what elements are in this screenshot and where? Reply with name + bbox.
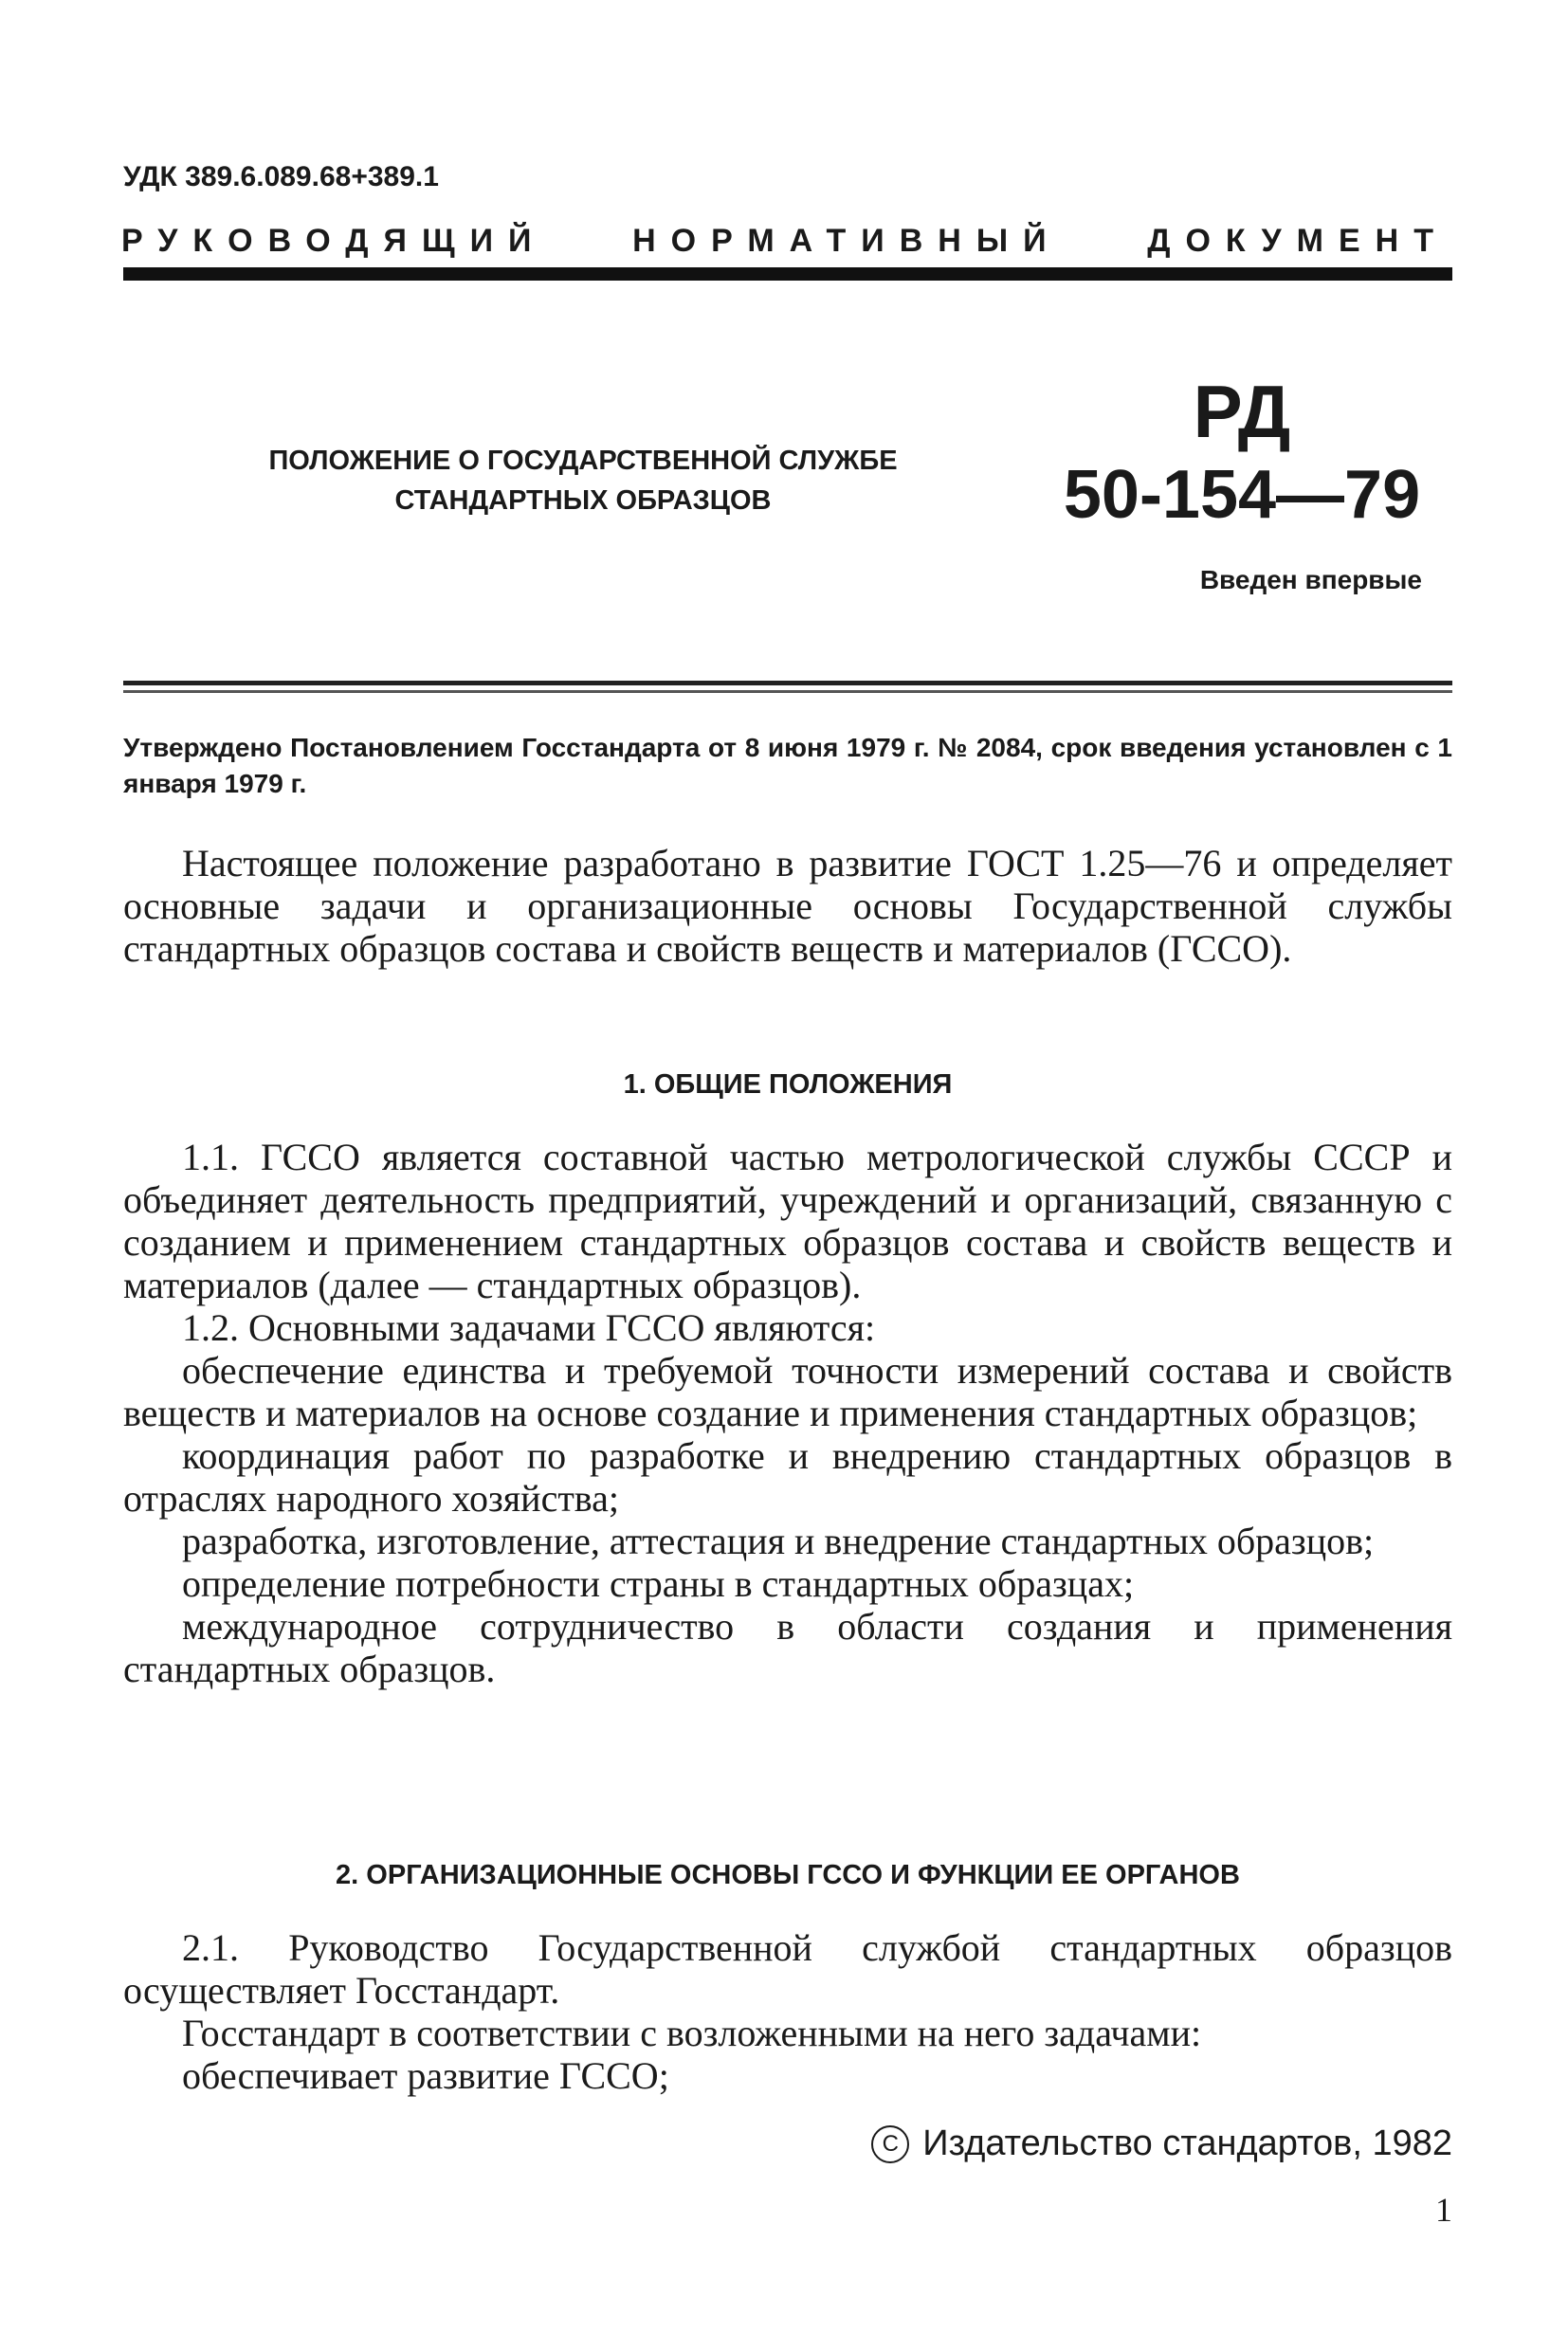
section-2-paragraph: обеспечивает развитие ГССО; — [182, 2054, 669, 2097]
udk-code: УДК 389.6.089.68+389.1 — [123, 161, 439, 192]
section-1-paragraph: 1.1. ГССО является составной частью метрологической службы СССР и объединяет деятельность предприятий, учреждений и организаций, связанную с созданием и применением стандартных образцов состава и свойств веществ и материалов (далее — стандартных образцов). — [123, 1136, 1452, 1306]
document-title-line-2: СТАНДАРТНЫХ ОБРАЗЦОВ — [394, 485, 772, 516]
document-title-line-1: ПОЛОЖЕНИЕ О ГОСУДАРСТВЕННОЙ СЛУЖБЕ — [268, 446, 898, 476]
series-heading — [121, 223, 1449, 260]
section-1-body — [123, 1136, 1452, 1690]
document-code — [1052, 370, 1431, 537]
series-word-1: РУКОВОДЯЩИЙ — [121, 223, 547, 259]
publisher-name: Издательство стандартов, 1982 — [922, 2123, 1452, 2163]
divider-rule-top — [123, 681, 1452, 685]
document-code-prefix: РД — [1193, 370, 1291, 453]
section-1-paragraph: международное сотрудничество в области создания и применения стандартных образцов. — [123, 1605, 1452, 1690]
document-title — [190, 441, 976, 520]
approval-note: Утверждено Постановлением Госстандарта от 8 июня 1979 г. № 2084, срок введения установлен с 1 января 1979 г. — [123, 733, 1452, 798]
series-word-2: НОРМАТИВНЫЙ — [632, 223, 1062, 259]
intro-paragraph: Настоящее положение разработано в развитие ГОСТ 1.25—76 и определяет основные задачи и организационные основы Государственной службы стандартных образцов состава и свойств веществ и материалов (ГССО). — [123, 842, 1452, 970]
header-rule — [123, 267, 1452, 281]
section-1-paragraph: 1.2. Основными задачами ГССО являются: — [182, 1306, 876, 1349]
section-2-title: 2. ОРГАНИЗАЦИОННЫЕ ОСНОВЫ ГССО И ФУНКЦИИ ЕЕ ОРГАНОВ — [336, 1860, 1240, 1890]
section-1-paragraph: разработка, изготовление, аттестация и внедрение стандартных образцов; — [182, 1520, 1375, 1562]
copyright-icon: C — [871, 2125, 909, 2163]
section-2-paragraph: Госстандарт в соответствии с возложенными на него задачами: — [182, 2012, 1202, 2054]
page-number: 1 — [1435, 2191, 1452, 2229]
section-2-body — [123, 1926, 1452, 2097]
section-1-title: 1. ОБЩИЕ ПОЛОЖЕНИЯ — [623, 1069, 953, 1100]
divider-rule-bottom — [123, 690, 1452, 693]
publisher-line — [871, 2123, 1452, 2164]
section-2-paragraph: 2.1. Руководство Государственной службой стандартных образцов осуществляет Госстандарт. — [123, 1926, 1452, 2012]
document-code-number: 50-154—79 — [1063, 457, 1421, 533]
introduced-note: Введен впервые — [1199, 565, 1422, 594]
section-1-paragraph: определение потребности страны в стандартных образцах; — [182, 1562, 1135, 1605]
series-word-3: ДОКУМЕНТ — [1147, 223, 1449, 259]
section-1-paragraph: обеспечение единства и требуемой точности измерений состава и свойств веществ и материалов на основе создание и применения стандартных образцов; — [123, 1349, 1452, 1434]
section-1-paragraph: координация работ по разработке и внедрению стандартных образцов в отраслях народного хозяйства; — [123, 1434, 1452, 1520]
